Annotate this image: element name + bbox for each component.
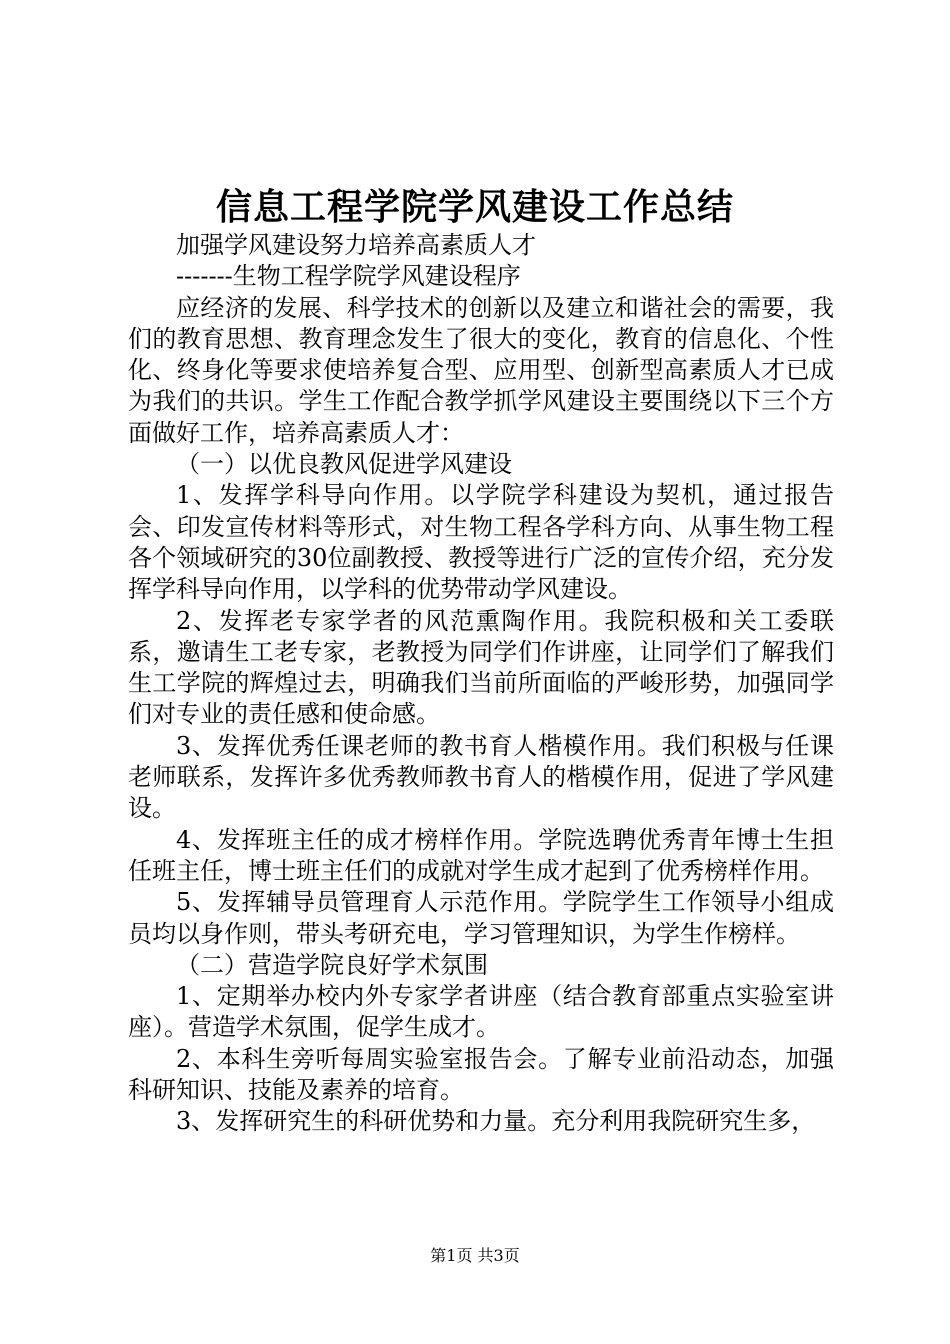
body-paragraph: 1、发挥学科导向作用。以学院学科建设为契机，通过报告会、印发宣传材料等形式，对生物工程各学科方向、从事生物工程各个领域研究的30位副教授、教授等进行广泛的宣传介绍，充分发挥学科导向作用，以学科的优势带动学风建设。 (128, 481, 834, 604)
body-paragraph: 2、本科生旁听每周实验室报告会。了解专业前沿动态，加强科研知识、技能及素养的培育。 (128, 1044, 834, 1105)
page-footer: 第1页 共3页 (430, 1246, 520, 1265)
section-heading: （一）以优良教风促进学风建设 (176, 450, 512, 479)
body-paragraph: 3、发挥优秀任课老师的教书育人楷模作用。我们积极与任课老师联系，发挥许多优秀教师教书育人的楷模作用，促进了学风建设。 (128, 731, 834, 823)
subtitle-source-line: -------生物工程学院学风建设程序 (176, 262, 521, 291)
body-paragraph: 2、发挥老专家学者的风范熏陶作用。我院积极和关工委联系，邀请生工老专家，老教授为同学们作讲座，让同学们了解我们生工学院的辉煌过去，明确我们当前所面临的严峻形势，加强同学们对专业的责任感和使命感。 (128, 606, 834, 729)
subtitle-line: 加强学风建设努力培养高素质人才 (176, 231, 536, 259)
body-paragraph: 4、发挥班主任的成才榜样作用。学院选聘优秀青年博士生担任班主任，博士班主任们的成就对学生成才起到了优秀榜样作用。 (128, 825, 834, 885)
body-paragraph: 3、发挥研究生的科研优势和力量。充分利用我院研究生多， (176, 1107, 816, 1136)
intro-paragraph: 应经济的发展、科学技术的创新以及建立和谐社会的需要，我们的教育思想、教育理念发生了很大的变化，教育的信息化、个性化、终身化等要求使培养复合型、应用型、创新型高素质人才已成为我们的共识。学生工作配合教学抓学风建设主要围绕以下三个方面做好工作，培养高素质人才： (128, 293, 834, 447)
body-paragraph: 1、定期举办校内外专家学者讲座（结合教育部重点实验室讲座）。营造学术氛围，促学生成才。 (128, 982, 834, 1042)
body-paragraph: 5、发挥辅导员管理育人示范作用。学院学生工作领导小组成员均以身作则，带头考研充电，学习管理知识，为学生作榜样。 (128, 888, 834, 948)
document-body (128, 230, 834, 1138)
document-title: 信息工程学院学风建设工作总结 (215, 186, 734, 228)
section-heading: （二）营造学院良好学术氛围 (176, 950, 488, 979)
